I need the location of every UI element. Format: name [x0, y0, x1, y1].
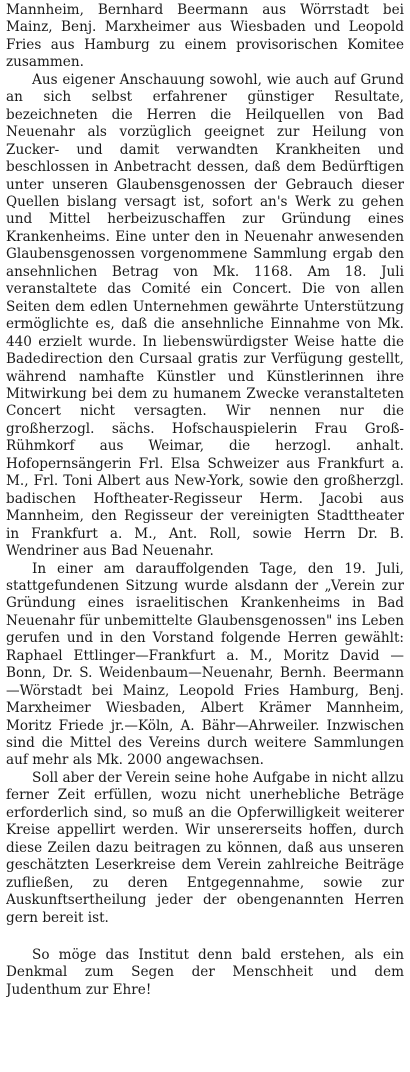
paragraph-committee: Mannheim, Bernhard Beermann aus Wörrstadt bei Mainz, Benj. Marxheimer aus Wiesbaden und Leopold Fries aus Hamburg zu einem provisorischen Komitee zusammen.	[6, 2, 404, 71]
article-column	[6, 2, 404, 1070]
paragraph-closing: So möge das Institut denn bald erstehen, als ein Denkmal zum Segen der Menschheit und dem Judenthum zur Ehre!	[6, 947, 404, 998]
paragraph-appeal: Soll aber der Verein seine hohe Aufgabe in nicht allzu ferner Zeit erfüllen, wozu nicht unerhebliche Beträge erforderlich sind, so muß an die Opferwilligkeit weiterer Kreise appellirt werden. Wir unsererseits hoffen, durch diese Zeilen dazu beitragen zu können, daß aus unseren geschätzten Leserkreise dem Verein zahlreiche Beiträge zufließen, zu deren Entgegennahme, sowie zur Auskunftsertheilung jeder der obengenannten Herren gern bereit ist.	[6, 769, 404, 926]
paragraph-association-founding: In einer am darauffolgenden Tage, den 19. Juli, stattgefundenen Sitzung wurde alsdann der „Verein zur Gründung eines israelitischen Krankenheims in Bad Neuenahr für unbemittelte Glaubensgenossen" ins Leben gerufen und in den Vorstand folgende Herren gewählt: Raphael Ettlinger—Frankfurt a. M., Moritz David — Bonn, Dr. S. Weidenbaum—Neuenahr, Bernh. Beermann—Wörstadt bei Mainz, Leopold Fries Hamburg, Benj. Marxheimer Wiesbaden, Albert Krämer Mannheim, Moritz Friede jr.—Köln, A. Bähr—Ahrweiler. Inzwischen sind die Mittel des Vereins durch weitere Sammlungen auf mehr als Mk. 2000 angewachsen.	[6, 560, 404, 769]
paragraph-healing-springs: Aus eigener Anschauung sowohl, wie auch auf Grund an sich selbst erfahrener günstiger Resultate, bezeichneten die Herren die Heilquellen von Bad Neuenahr als vorzüglich geeignet zur Heilung von Zucker- und damit verwandten Krankheiten und beschlossen in Anbetracht dessen, daß dem Bedürftigen unter unseren Glaubensgenossen der Gebrauch dieser Quellen bislang versagt ist, sofort an's Werk zu gehen und Mittel herbeizuschaffen zur Gründung eines Krankenheims. Eine unter den in Neuenahr anwesenden Glaubensgenossen vorgenommene Sammlung ergab den ansehnlichen Betrag von Mk. 1168. Am 18. Juli veranstaltete das Comité ein Concert. Die von allen Seiten dem edlen Unternehmen gewährte Unterstützung ermöglichte es, daß die ansehnliche Einnahme von Mk. 440 erzielt wurde. In liebenswürdigster Weise hatte die Badedirection den Cursaal gratis zur Verfügung gestellt, während namhafte Künstler und Künstlerinnen ihre Mitwirkung bei dem zu humanem Zwecke veranstalteten Concert nicht versagten. Wir nennen nur die großherzogl. sächs. Hofschauspielerin Frau Groß-Rühmkorf aus Weimar, die herzogl. anhalt. Hofopernsängerin Frl. Elsa Schweizer aus Frankfurt a. M., Frl. Toni Albert aus New-York, sowie den großherzgl. badischen Hoftheater-Regisseur Herm. Jacobi aus Mannheim, den Regisseur der vereinigten Stadttheater in Frankfurt a. M., Ant. Roll, sowie Herrn Dr. B. Wendriner aus Bad Neuenahr.	[6, 71, 404, 560]
